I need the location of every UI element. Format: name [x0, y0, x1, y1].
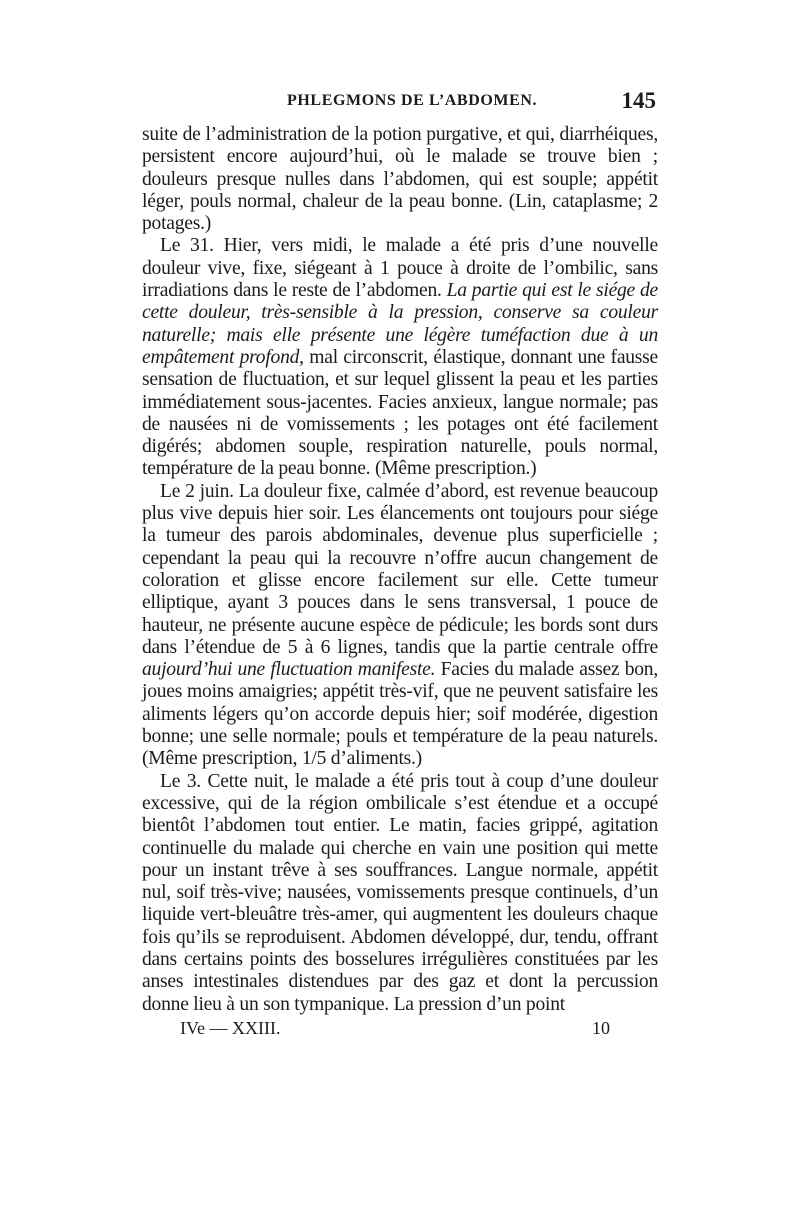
italic-run: La partie qui est le siége de cette douleur, très-sensible à la pression, conserve sa couleur naturelle; mais elle présente une légère tuméfaction due à un empâtement profond, — [142, 280, 658, 368]
text-run: mal circonscrit, élastique, donnant une fausse sensation de fluctuation, et sur lequel glissent la peau et les parties immédiatement sous-jacentes. Facies anxieux, langue normale; pas de nausées ni de vomissements ; les potages ont été facilement digérés; abdomen souple, respiration naturelle, pouls normal, température de la peau bonne. (Même prescription.) — [142, 346, 659, 480]
text-run: Le 2 juin. La douleur fixe, calmée d’abord, est revenue beaucoup plus vive depuis hier soir. Les élancements ont toujours pour siége la tumeur des parois abdominales, devenue plus superficielle ; cependant la peau qui la recouvre n’offre aucun changement de coloration et glisse encore facilement sur elle. Cette tumeur elliptique, ayant 3 pouces dans le sens transversal, 1 pouce de hauteur, ne présente aucune espèce de pédicule; les bords sont durs dans l’étendue de 5 à 6 lignes, tandis que la partie centrale offre — [142, 480, 658, 658]
sheet-number: 10 — [592, 1018, 610, 1038]
paragraph — [142, 124, 658, 235]
paragraph — [142, 235, 658, 480]
running-title: PHLEGMONS DE L’ABDOMEN. — [287, 92, 538, 109]
signature-mark: IVe — XXIII. — [180, 1018, 281, 1038]
text-run: Facies du malade assez bon, joues moins amaigries; appétit très-vif, que ne peuvent satisfaire les aliments légers qu’on accorde depuis hier; soif modérée, digestion bonne; une selle normale; pouls et température de la peau naturels. (Même prescription, 1/5 d’aliments.) — [142, 659, 658, 770]
italic-run: aujourd’hui une fluctuation manifeste. — [142, 659, 436, 681]
page-number: 145 — [621, 88, 656, 113]
paragraph — [142, 771, 658, 1016]
text-run: suite de l’administration de la potion purgative, et qui, diarrhéiques, persistent encore aujourd’hui, où le malade se trouve bien ; douleurs presque nulles dans l’abdomen, qui est souple; appétit léger, pouls normal, chaleur de la peau bonne. (Lin, cataplasme; 2 potages.) — [142, 124, 658, 235]
page-footer — [142, 1018, 658, 1044]
text-run: Le 31. Hier, vers midi, le malade a été pris d’une nouvelle douleur vive, fixe, siégeant à 1 pouce à droite de l’ombilic, sans irradiations dans le reste de l’abdomen. — [142, 235, 658, 302]
page-header — [142, 88, 658, 122]
text-run: Le 3. Cette nuit, le malade a été pris tout à coup d’une douleur excessive, qui de la région ombilicale s’est étendue et a occupé bientôt l’abdomen tout entier. Le matin, facies grippé, agitation continuelle du malade qui cherche en vain une position qui mette pour un instant trêve à ses souffrances. Langue normale, appétit nul, soif très-vive; nausées, vomissements presque continuels, d’un liquide vert-bleuâtre très-amer, qui augmentent les douleurs chaque fois qu’ils se reproduisent. Abdomen développé, dur, tendu, offrant dans certains points des bosselures irrégulières constituées par les anses intestinales distendues par des gaz et dont la percussion donne lieu à un son tympanique. La pression d’un point — [142, 770, 658, 1015]
paragraph — [142, 481, 658, 771]
body-text — [142, 124, 658, 1016]
